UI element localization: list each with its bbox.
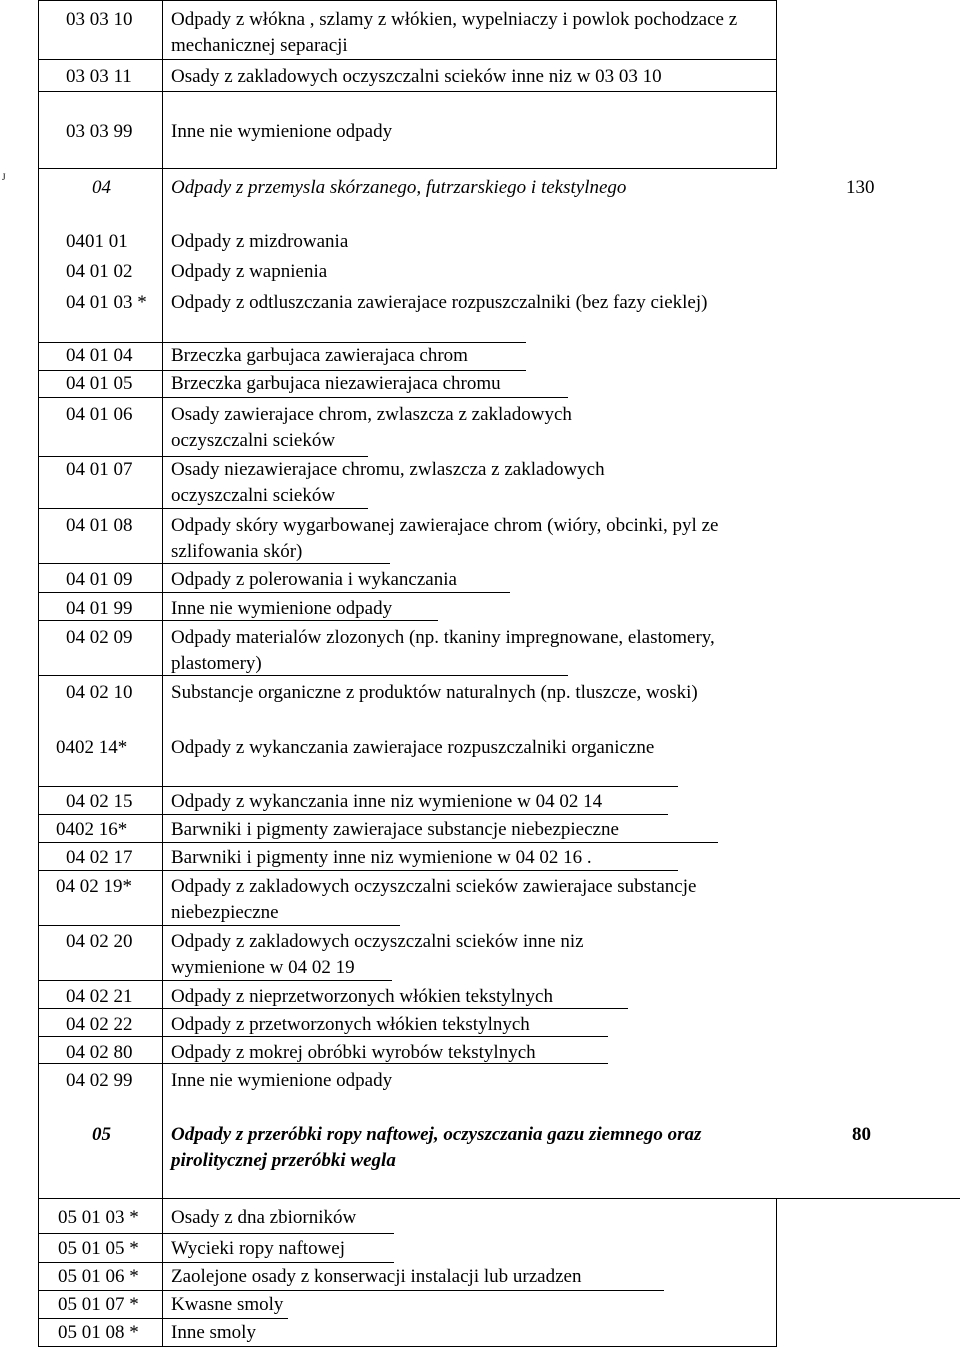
waste-code: 04 02 22 <box>66 1014 133 1035</box>
waste-description: Odpady z odtluszczania zawierajace rozpuszczalniki (bez fazy cieklej) <box>171 292 708 313</box>
waste-code: 05 01 03 * <box>58 1207 139 1228</box>
row-separator <box>38 786 678 787</box>
group-value: 130 <box>846 177 875 198</box>
row-separator <box>38 91 777 92</box>
waste-description: Substancje organiczne z produktów naturalnych (np. tluszcze, woski) <box>171 682 698 703</box>
code-column-divider <box>162 0 163 1347</box>
row-separator <box>38 1233 394 1234</box>
waste-description: Barwniki i pigmenty inne niz wymienione w 04 02 16 . <box>171 847 592 868</box>
waste-description: Osady z zakladowych oczyszczalni scieków inne niz w 03 03 10 <box>171 66 662 87</box>
waste-description: Inne nie wymienione odpady <box>171 598 393 619</box>
table-left-border <box>38 0 39 1347</box>
waste-code: 04 02 17 <box>66 847 133 868</box>
waste-description: Odpady z wykanczania zawierajace rozpuszczalniki organiczne <box>171 737 655 758</box>
group-code: 05 <box>92 1124 111 1145</box>
waste-description: Inne smoly <box>171 1322 256 1343</box>
waste-code: 04 01 09 <box>66 569 133 590</box>
waste-code: 04 01 02 <box>66 261 133 282</box>
waste-code: 04 02 19* <box>56 876 132 897</box>
table-bottom-border <box>38 1346 777 1347</box>
waste-code: 04 02 99 <box>66 1070 133 1091</box>
waste-description: Odpady z zakladowych oczyszczalni scieków zawierajace substancje niebezpieczne <box>171 876 697 923</box>
waste-code: 05 01 06 * <box>58 1266 139 1287</box>
waste-description: Inne nie wymienione odpady <box>171 1070 393 1091</box>
group-description: Odpady z przeróbki ropy naftowej, oczyszczania gazu ziemnego oraz pirolitycznej przeróbki wegla <box>171 1124 702 1171</box>
waste-description: Odpady z wapnienia <box>171 261 328 282</box>
waste-description: Odpady z polerowania i wykanczania <box>171 569 457 590</box>
row-separator <box>38 59 777 60</box>
waste-code: 04 01 03 * <box>66 292 147 313</box>
waste-code: 04 01 07 <box>66 459 133 480</box>
waste-description: Odpady skóry wygarbowanej zawierajace chrom (wióry, obcinki, pyl ze szlifowania skór) <box>171 515 719 562</box>
waste-description: Odpady z mokrej obróbki wyrobów tekstylnych <box>171 1042 536 1063</box>
row-separator <box>38 1198 960 1199</box>
row-separator <box>38 397 568 398</box>
waste-description: Kwasne smoly <box>171 1294 284 1315</box>
row-separator <box>38 842 718 843</box>
waste-code: 04 01 06 <box>66 404 133 425</box>
waste-description: Inne nie wymienione odpady <box>171 121 393 142</box>
waste-code: 03 03 99 <box>66 121 133 142</box>
row-separator <box>38 592 510 593</box>
waste-code: 0402 16* <box>56 819 128 840</box>
waste-code: 05 01 08 * <box>58 1322 139 1343</box>
waste-code: 04 02 20 <box>66 931 133 952</box>
waste-description: Odpady z zakladowych oczyszczalni scieków inne niz wymienione w 04 02 19 <box>171 931 584 978</box>
row-separator <box>38 814 668 815</box>
waste-code: 04 02 15 <box>66 791 133 812</box>
waste-code: 04 02 10 <box>66 682 133 703</box>
row-separator <box>38 1262 394 1263</box>
row-separator <box>38 1290 664 1291</box>
waste-description: Osady zawierajace chrom, zwlaszcza z zakladowych oczyszczalni scieków <box>171 404 572 451</box>
waste-code: 03 03 11 <box>66 66 132 87</box>
waste-code: 0401 01 <box>66 231 128 252</box>
row-separator <box>38 168 777 169</box>
waste-description: Odpady materialów zlozonych (np. tkaniny impregnowane, elastomery, plastomery) <box>171 627 715 674</box>
waste-description: Osady niezawierajace chromu, zwlaszcza z zakladowych oczyszczalni scieków <box>171 459 605 506</box>
waste-description: Odpady z włókna , szlamy z włókien, wypelniaczy i powlok pochodzace z mechanicznej separacji <box>171 9 738 56</box>
waste-description: Odpady z mizdrowania <box>171 231 349 252</box>
waste-code: 04 01 08 <box>66 515 133 536</box>
row-separator <box>38 0 777 1</box>
waste-description: Odpady z wykanczania inne niz wymienione w 04 02 14 <box>171 791 603 812</box>
waste-description: Barwniki i pigmenty zawierajace substancje niebezpieczne <box>171 819 619 840</box>
row-separator <box>38 1318 288 1319</box>
waste-code: 04 02 80 <box>66 1042 133 1063</box>
waste-description: Zaolejone osady z konserwacji instalacji lub urzadzen <box>171 1266 582 1287</box>
row-separator <box>38 870 678 871</box>
waste-code: 04 02 21 <box>66 986 133 1007</box>
waste-code: 0402 14* <box>56 737 128 758</box>
waste-description: Odpady z nieprzetworzonych włókien tekstylnych <box>171 986 553 1007</box>
group-value: 80 <box>852 1124 871 1145</box>
waste-description: Brzeczka garbujaca zawierajaca chrom <box>171 345 468 366</box>
waste-code: 05 01 05 * <box>58 1238 139 1259</box>
waste-code: 05 01 07 * <box>58 1294 139 1315</box>
waste-description: Brzeczka garbujaca niezawierajaca chromu <box>171 373 501 394</box>
waste-description: Wycieki ropy naftowej <box>171 1238 346 1259</box>
waste-code: 04 01 05 <box>66 373 133 394</box>
group-description: Odpady z przemysla skórzanego, futrzarskiego i tekstylnego <box>171 177 627 198</box>
waste-code: 04 01 99 <box>66 598 133 619</box>
waste-description: Odpady z przetworzonych włókien tekstylnych <box>171 1014 530 1035</box>
waste-description: Osady z dna zbiorników <box>171 1207 357 1228</box>
value-column-divider-lower <box>776 1198 777 1347</box>
waste-code: 04 02 09 <box>66 627 133 648</box>
group-code: 04 <box>92 177 111 198</box>
waste-code: 04 01 04 <box>66 345 133 366</box>
waste-code: 03 03 10 <box>66 9 133 30</box>
stray-mark: J <box>2 172 6 182</box>
